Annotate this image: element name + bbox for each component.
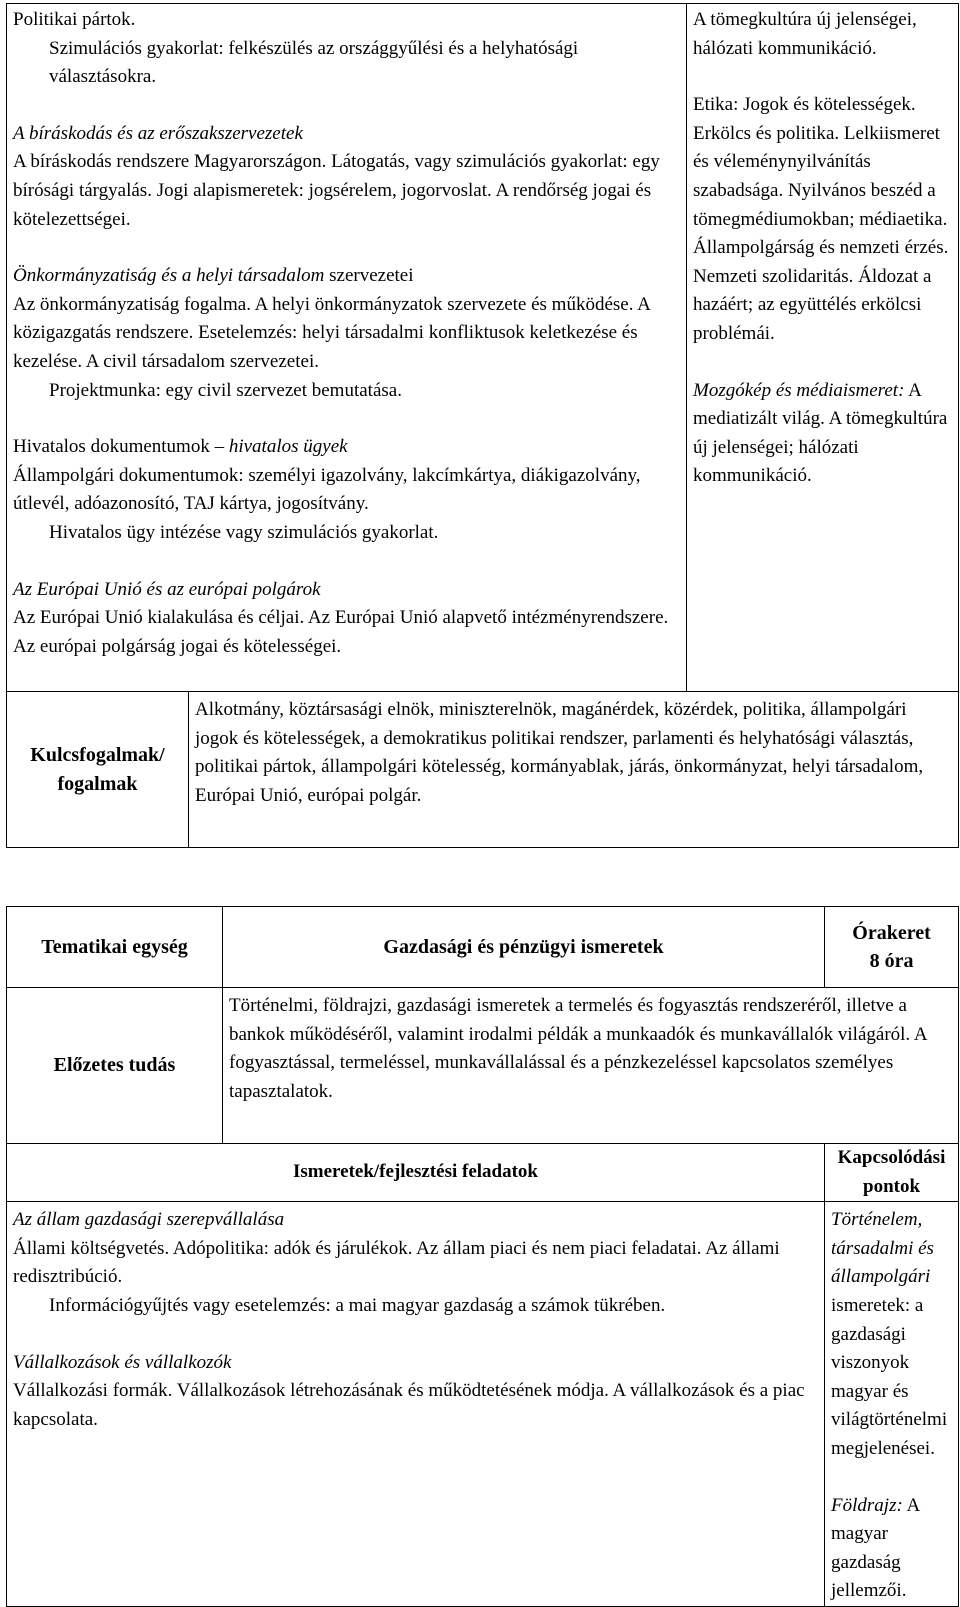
hours-value: 8 óra <box>869 950 914 972</box>
links-column-header: Kapcsolódási pontok <box>825 1144 959 1202</box>
section-text-official: Állampolgári dokumentumok: személyi igazolvány, lakcímkártya, diákigazolvány, útlevél, adóazonosító, TAJ kártya, jogosítvány. <box>13 464 641 515</box>
economics-content-row <box>7 1202 959 1607</box>
section-title-state: Az állam gazdasági szerepvállalása <box>13 1209 285 1231</box>
content-row <box>7 4 959 692</box>
links-p1-italic: Történelem, társadalmi és állampolgári <box>831 1209 934 1288</box>
connection-p3 <box>693 377 952 491</box>
links-p2 <box>831 1492 952 1606</box>
section-text-state: Állami költségvetés. Adópolitika: adók és járulékok. Az állam piaci és nem piaci feladatai. Az állami redisztribúció. <box>13 1237 780 1288</box>
unit-header-row <box>7 907 959 988</box>
section-title-judiciary: A bíráskodás és az erőszakszervezetek <box>13 122 303 144</box>
connection-p3-italic: Mozgókép és médiaismeret: <box>693 379 905 401</box>
economics-links-cell <box>825 1202 959 1607</box>
section-title-business: Vállalkozások és vállalkozók <box>13 1351 232 1373</box>
section-title-eu: Az Európai Unió és az európai polgárok <box>13 578 321 600</box>
section-text-judiciary: A bíráskodás rendszere Magyarországon. Látogatás, vagy szimulációs gyakorlat: egy bírósági tárgyalás. Jogi alapismeretek: jogsérelem, jogorvoslat. A rendőrség jogai és kötelezettségei. <box>13 151 660 230</box>
unit-title: Gazdasági és pénzügyi ismeretek <box>223 907 825 988</box>
section-title-local-rest: szervezetei <box>324 265 414 287</box>
links-p1-rest: ismeretek: a gazdasági viszonyok magyar és világtörténelmi megjelenései. <box>831 1294 948 1459</box>
hours-label: Órakeret <box>852 922 931 944</box>
columns-header-row <box>7 1144 959 1202</box>
section-title-local-italic: Önkormányzatiság és a helyi társadalom <box>13 265 325 287</box>
key-concepts-text: Alkotmány, köztársasági elnök, miniszterelnök, magánérdek, közérdek, politika, állampolgári jogok és kötelességek, a demokratikus politikai rendszer, parlamenti és helyhatósági választás, politikai pártok, állampolgári kötelesség, kormányablak, járás, önkormányzat, helyi társadalom, Európai Unió, európai polgár. <box>189 692 959 848</box>
content-cell <box>7 4 687 692</box>
links-p2-italic: Földrajz: <box>831 1494 903 1516</box>
prior-knowledge-label: Előzetes tudás <box>7 988 223 1144</box>
tasks-column-header: Ismeretek/fejlesztési feladatok <box>7 1144 825 1202</box>
section-title-local <box>13 262 680 291</box>
prior-knowledge-text: Történelmi, földrajzi, gazdasági ismeretek a termelés és fogyasztás rendszeréről, illetve a bankok működéséről, valamint irodalmi példák a munkaadók és munkavállalók világáról. A fogyasztással, termeléssel, munkavállalással és a pénzkezeléssel kapcsolatos személyes tapasztalatok. <box>223 988 959 1144</box>
links-p1 <box>831 1206 952 1463</box>
section-text-eu: Az Európai Unió kialakulása és céljai. Az Európai Unió alapvető intézményrendszere. Az európai polgárság jogai és kötelességei. <box>13 607 669 657</box>
research-line: Információgyűjtés vagy esetelemzés: a mai magyar gazdaság a számok tükrében. <box>49 1294 666 1316</box>
connection-p3-rest: A mediatizált világ. A tömegkultúra új jelenségei; hálózati kommunikáció. <box>693 379 948 487</box>
content-line: Politikai pártok. <box>13 9 136 30</box>
curriculum-table-economics <box>6 906 959 1607</box>
section-title-official-plain: Hivatalos dokumentumok – <box>13 436 229 458</box>
connection-p1: A tömegkultúra új jelenségei, hálózati kommunikáció. <box>693 9 917 59</box>
practice-line: Hivatalos ügy intézése vagy szimulációs gyakorlat. <box>49 521 439 543</box>
links-p2-rest: A magyar gazdaság jellemzői. <box>831 1494 920 1602</box>
simulation-line: Szimulációs gyakorlat: felkészülés az országgyűlési és a helyhatósági választásokra. <box>49 37 579 88</box>
section-text-business: Vállalkozási formák. Vállalkozások létrehozásának és működtetésének módja. A vállalkozások és a piac kapcsolata. <box>13 1380 805 1430</box>
section-title-official-italic: hivatalos ügyek <box>228 436 348 458</box>
section-title-official <box>13 433 680 462</box>
project-line: Projektmunka: egy civil szervezet bemutatása. <box>49 379 402 401</box>
unit-label: Tematikai egység <box>7 907 223 988</box>
connections-cell <box>687 4 959 692</box>
connection-p2: Etika: Jogok és kötelességek. Erkölcs és politika. Lelkiismeret és véleménynyilvánítás szabadsága. Nyilvános beszéd a tömegmédiumokban; médiaetika. Állampolgárság és nemzeti érzés. Nemzeti szolidaritás. Áldozat a hazáért; az együttélés erkölcsi problémái. <box>693 94 949 344</box>
prior-knowledge-row <box>7 988 959 1144</box>
section-text-local: Az önkormányzatiság fogalma. A helyi önkormányzatok szervezete és működése. A közigazgatás rendszere. Esetelemzés: helyi társadalmi konfliktusok keletkezése és kezelése. A civil társadalom szervezetei. <box>13 293 650 372</box>
key-concepts-label: Kulcsfogalmak/ fogalmak <box>7 692 189 848</box>
hours-cell <box>825 907 959 988</box>
key-concepts-row <box>7 692 959 848</box>
economics-content-cell <box>7 1202 825 1607</box>
curriculum-table-politics <box>6 3 959 848</box>
